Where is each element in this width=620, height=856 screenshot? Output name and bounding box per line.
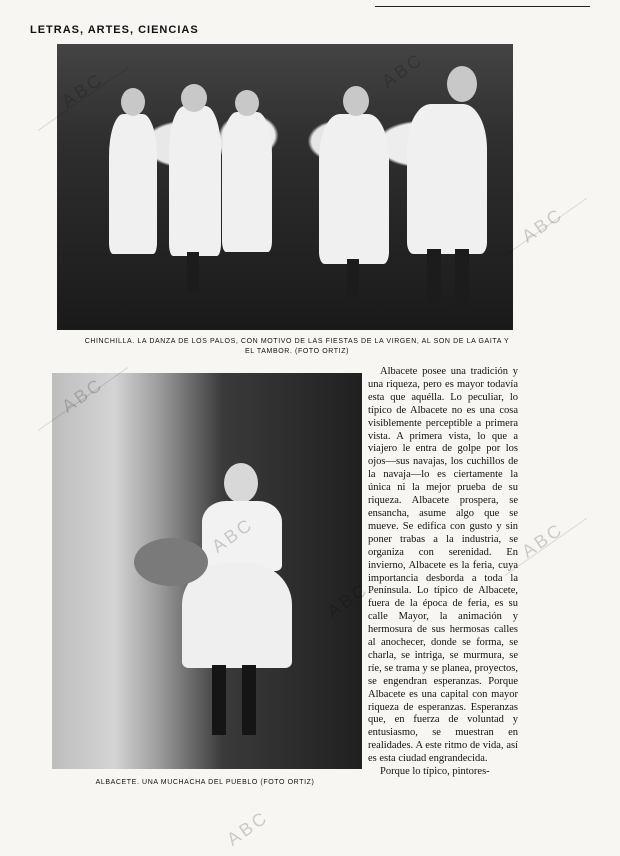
abc-watermark: ABC [518,203,568,247]
girl-blouse [202,501,282,571]
girl-head [224,463,258,503]
dancer-figure [109,114,157,254]
article-paragraph: Porque lo típico, pintores- [380,766,490,778]
abc-watermark: ABC [223,806,273,850]
dancer-leg [455,249,469,311]
dancer-head [181,84,207,112]
dancers-photo [57,44,513,330]
article-paragraph: Albacete posee una tradición y una riqueza, pero es mayor todavía esta que aquélla. Lo peculiar, lo típico de Albacete no es una cosa visiblemente perceptible a primera vista. A primera vista, lo que a viajero le entra de golpe por los ojos—sus navajas, los cuchillos de la navaja—lo es ciertamente la única ni la mejor prueba de su riqueza. Albacete prospera, se ensancha, asume algo que se mueve. Se edifica con gusto y sin poner trabas a la industria, se organiza con serenidad. En invierno, Albacete es la feria, cuya importancia desborda a toda la Península. Lo típico de Albacete, fuera de la época de feria, es su calle Mayor, la animación y hermosura de sus hermosas calles al anochecer, donde se forma, se charla, se intriga, se murmura, se ríe, se trama y se planea, proyectos, se engendran esperanzas. Porque Albacete es una capital con mayor riqueza de esperanzas. Esperanzas que, en fuerza de voluntad y entusiasmo, se muestran en realidades. A este ritmo de vida, así es esta ciudad engrandecida. [368,366,518,765]
dancer-leg [427,249,441,304]
dancer-figure [222,112,272,252]
article-column [368,366,518,779]
basket [134,538,208,586]
dancer-figure [169,106,221,256]
top-rule [375,6,590,7]
dancer-head [343,86,369,116]
abc-watermark: ABC [518,518,568,562]
dancer-leg [347,259,359,299]
section-header: LETRAS, ARTES, CIENCIAS [30,24,199,36]
dancer-head [121,88,145,116]
dancer-head [447,66,477,102]
dancer-head [235,90,259,116]
dancer-leg [187,252,199,292]
girl-skirt [182,563,292,668]
dancer-figure [407,104,487,254]
photo2-caption: ALBACETE. UNA MUCHACHA DEL PUEBLO (FOTO ORTIZ) [95,779,315,786]
watermark-line [505,198,587,256]
girl-leg [212,665,226,735]
photo1-caption: CHINCHILLA. LA DANZA DE LOS PALOS, CON MOTIVO DE LAS FIESTAS DE LA VIRGEN, AL SON DE LA GAITA Y EL TAMBOR. (FOTO ORTIZ) [84,338,510,355]
girl-leg [242,665,256,735]
dancer-figure [319,114,389,264]
girl-photo [52,373,362,769]
